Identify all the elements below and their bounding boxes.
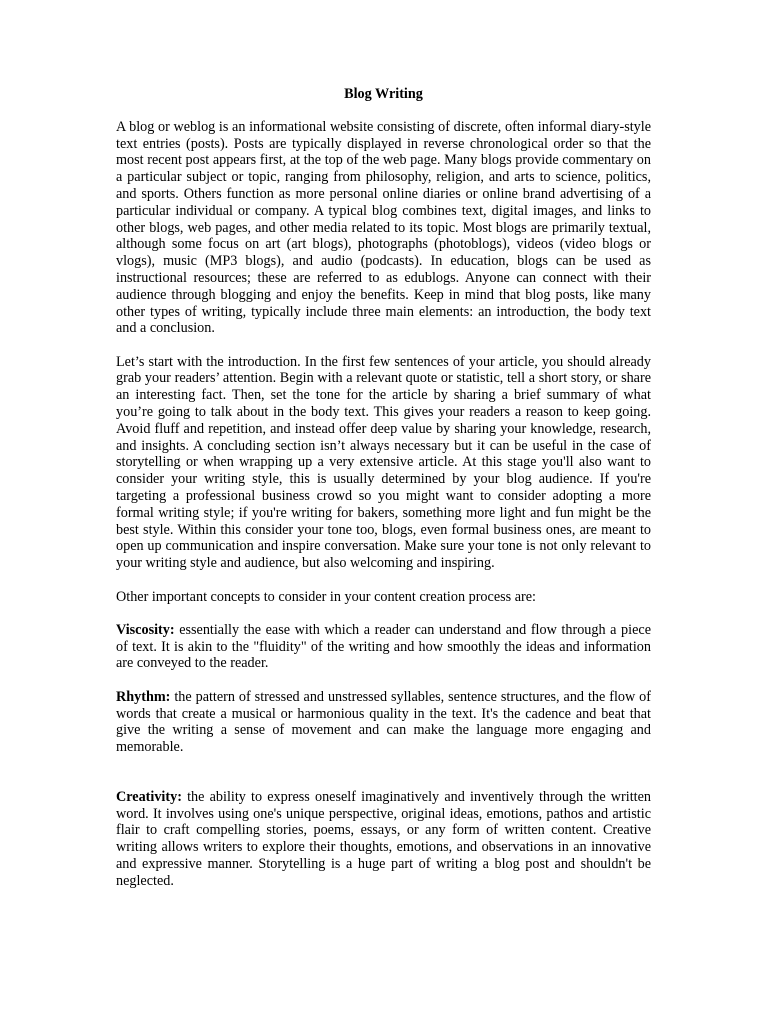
concept-rhythm — [116, 689, 651, 756]
structure-paragraph: Let’s start with the introduction. In the first few sentences of your article, you should already grab your readers’ attention. Begin with a relevant quote or statistic, tell a short story, or share an interesting fact. Then, set the tone for the article by sharing a brief summary of what you’re going to talk about in the body text. This gives your readers a reason to keep going. Avoid fluff and repetition, and instead offer deep value by sharing your knowledge, research, and insights. A concluding section isn’t always necessary but it can be useful in the case of storytelling or when wrapping up a very extensive article. At this stage you'll also want to consider your writing style, this is usually determined by your blog audience. If you're targeting a professional business crowd so you might want to consider adopting a more formal writing style; if you're writing for bakers, something more light and fun might be the best style. Within this consider your tone too, blogs, even formal business ones, are meant to open up communication and inspire conversation. Make sure your tone is not only relevant to your writing style and audience, but also welcoming and inspiring. — [116, 353, 651, 572]
concept-definition: the pattern of stressed and unstressed syllables, sentence structures, and the flow of words that create a musical or harmonious quality in the text. It's the cadence and beat that give the writing a sense of movement and can make the language more engaging and memorable. — [116, 688, 651, 756]
concepts-lead-paragraph: Other important concepts to consider in your content creation process are: — [116, 588, 536, 605]
intro-paragraph: A blog or weblog is an informational website consisting of discrete, often informal diary-style text entries (posts). Posts are typically displayed in reverse chronological order so that the most recent post appears first, at the top of the web page. Many blogs provide commentary on a particular subject or topic, ranging from philosophy, religion, and arts to science, politics, and sports. Others function as more personal online diaries or online brand advertising of a particular individual or company. A typical blog combines text, digital images, and links to other blogs, web pages, and other media related to its topic. Most blogs are primarily textual, although some focus on art (art blogs), photographs (photoblogs), videos (video blogs or vlogs), music (MP3 blogs), and audio (podcasts). In education, blogs can be used as instructional resources; these are referred to as edublogs. Anyone can connect with their audience through blogging and enjoy the benefits. Keep in mind that blog posts, like many other types of writing, typically include three main elements: an introduction, the body text and a conclusion. — [116, 118, 651, 337]
document-page — [116, 86, 651, 906]
concept-term: Rhythm: — [116, 688, 171, 705]
concept-creativity — [116, 789, 651, 890]
concept-term: Viscosity: — [116, 621, 175, 638]
concept-definition: the ability to express oneself imaginatively and inventively through the written word. It involves using one's unique perspective, original ideas, emotions, pathos and artistic flair to craft compelling stories, poems, essays, or any form of written content. Creative writing allows writers to explore their thoughts, emotions, and observations in an innovative and expressive manner. Storytelling is a huge part of writing a blog post and shouldn't be neglected. — [116, 788, 651, 889]
concept-definition: essentially the ease with which a reader can understand and flow through a piece of text. It is akin to the "fluidity" of the writing and how smoothly the ideas and information are conveyed to the reader. — [116, 621, 651, 672]
concept-viscosity — [116, 622, 651, 672]
document-title: Blog Writing — [344, 86, 423, 102]
concept-term: Creativity: — [116, 788, 182, 805]
